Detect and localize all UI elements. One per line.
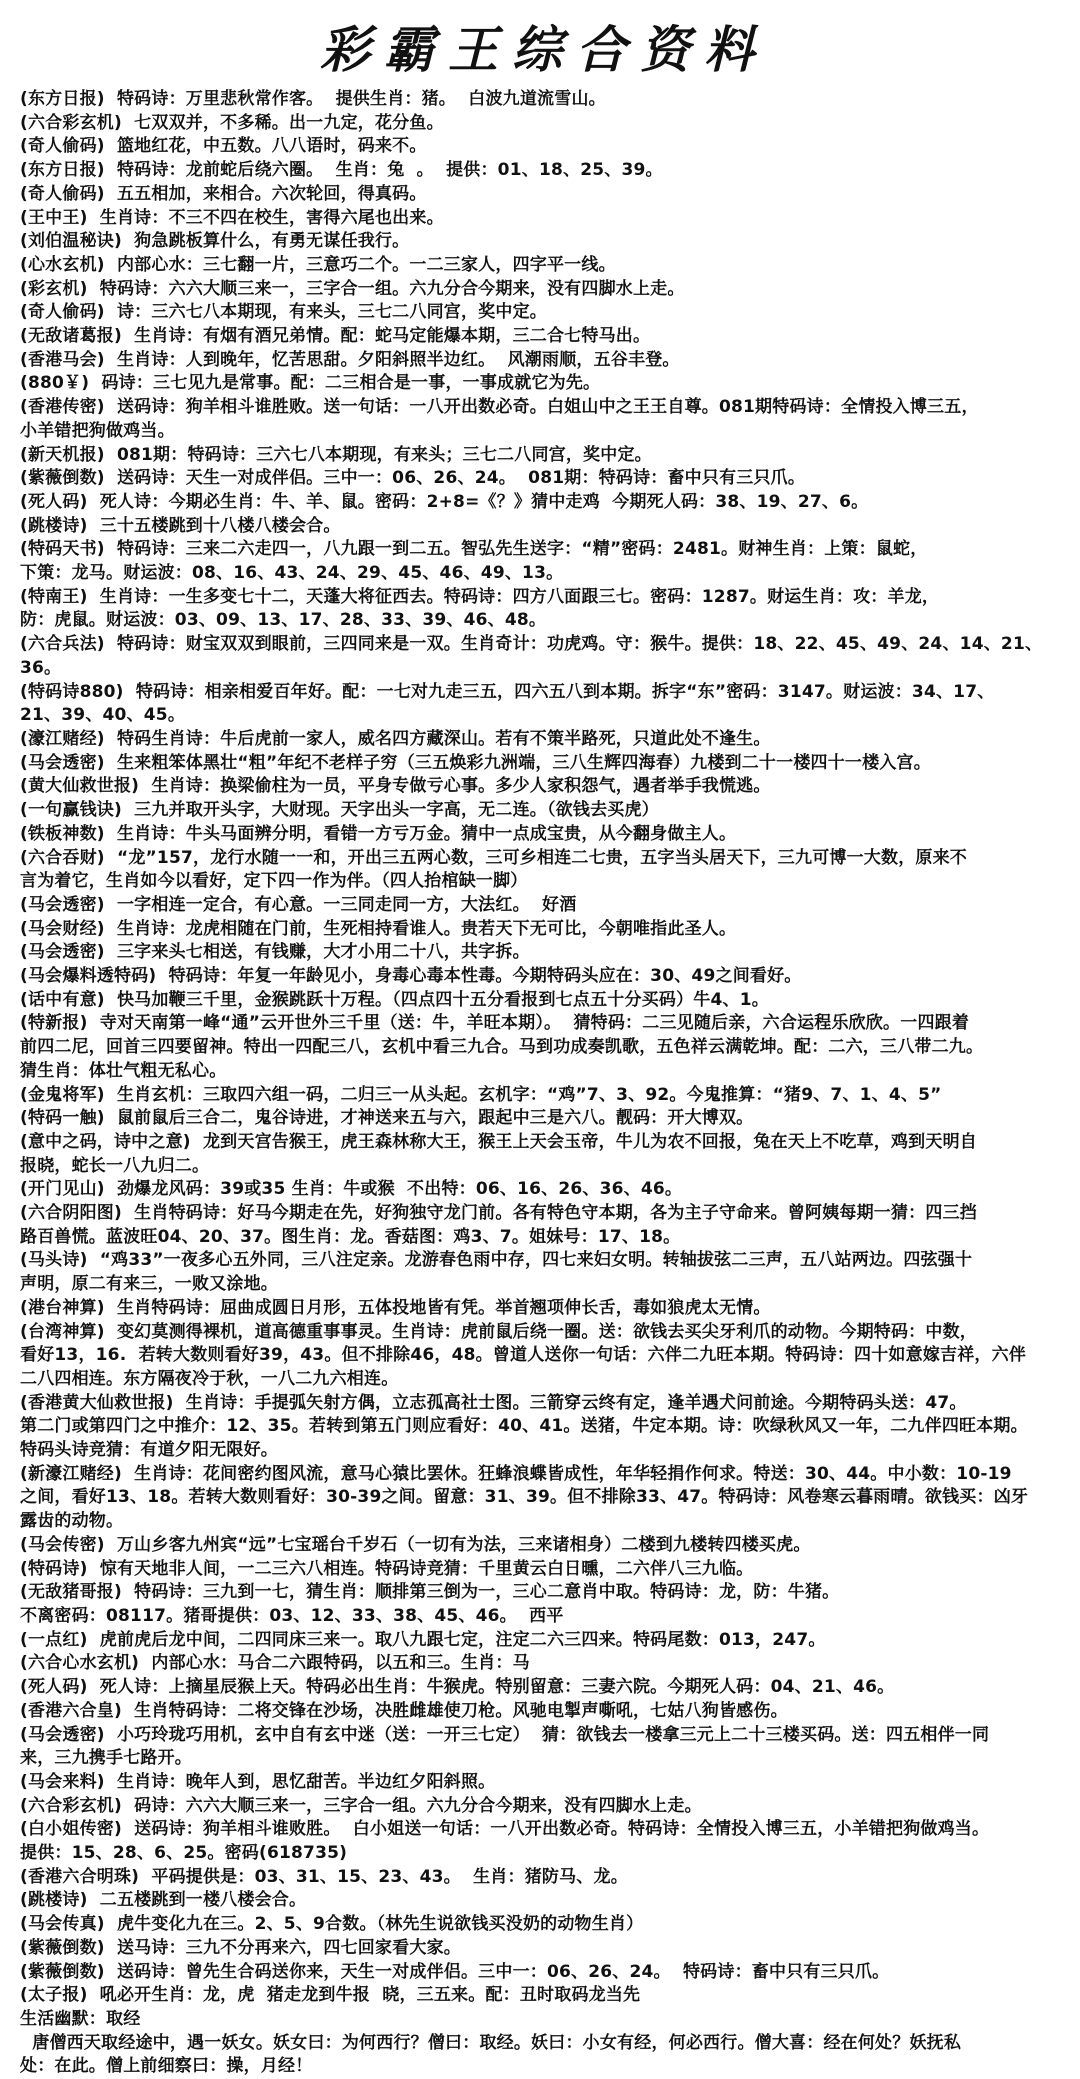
text-line: 处：在此。僧上前细察曰：操，月经！ (20, 2056, 313, 2077)
text-line: (马会财经) 生肖诗：龙虎相随在门前，生死相持看谁人。贵若天下无可比，今朝唯指此圣人。 (20, 918, 737, 939)
text-line: 看好13，16. 若转大数则看好39，43。但不排除46，48。曾道人送你一句话：六伴二九旺本期。特码诗：四十如意嫁吉祥，六伴 (20, 1345, 1027, 1366)
text-line: 生活幽默：取经 (20, 2008, 141, 2029)
text-line: (开门见山) 劲爆龙风码：39或35 生肖：牛或猴 不出特：06、16、26、36、46。 (20, 1179, 683, 1200)
content-lines (20, 88, 1068, 2079)
text-line: (六合兵法) 特码诗：财宝双双到眼前，三四同来是一双。生肖奇计：功虎鸡。守：猴牛。提供：18、22、45、49、24、14、21、 (20, 634, 1043, 655)
text-line: (特码诗) 惊有天地非人间，一二三六八相连。特码诗竞猜：千里黄云白日曛，二六伴八三九临。 (20, 1558, 754, 1579)
text-line: (马头诗) “鸡33”一夜多心五外同，三八注定亲。龙游春色雨中存，四七来妇女明。转轴拔弦二三声，五八站两边。四弦强十 (20, 1250, 973, 1271)
text-line: (跳楼诗) 三十五楼跳到十八楼八楼会合。 (20, 515, 341, 536)
text-line: 第二门或第四门之中推介：12、35。若转到第五门则应看好：40、41。送猪，牛定本期。诗：吹绿秋风又一年，二九伴四旺本期。 (20, 1416, 1028, 1437)
text-line: (六合彩玄机) 码诗：六六大顺三来一，三字合一组。六九分合今期来，没有四脚水上走。 (20, 1795, 702, 1816)
text-line: (心水玄机) 内部心水：三七翻一片，三意巧二个。一二三家人，四字平一线。 (20, 254, 616, 275)
text-line: (死人码) 死人诗：今期必生肖：牛、羊、鼠。密码：2+8=《？》猜中走鸡 今期死人码：38、19、27、6。 (20, 491, 869, 512)
text-line: (死人码) 死人诗：上摘星辰猴上天。特码必出生肖：牛猴虎。特别留意：三妻六院。今期死人码：04、21、46。 (20, 1677, 895, 1698)
text-line: (刘伯温秘诀) 狗急跳板算什么，有勇无谋任我行。 (20, 231, 410, 252)
text-line: (无敌猪哥报) 特码诗：三九到一七，猜生肖：顺排第三倒为一，三心二意肖中取。特码诗：龙，防：牛猪。 (20, 1582, 840, 1603)
text-line: 防：虎鼠。财运波：03、09、13、17、28、33、39、46、48。 (20, 610, 547, 631)
text-line: 声明，原二有来三，一败又涂地。 (20, 1274, 278, 1295)
text-line: (奇人偷码) 五五相加，来相合。六次轮回，得真码。 (20, 183, 427, 204)
text-line: (王中王) 生肖诗：不三不四在校生，害得六尾也出来。 (20, 207, 444, 228)
text-line: 36。 (20, 657, 62, 678)
text-line: (马会透密) 一字相连一定合，有心意。一三同走同一方，大法红。 好酒 (20, 894, 577, 915)
text-line: (东方日报) 特码诗：龙前蛇后绕六圈。 生肖：兔 。 提供：01、18、25、39。 (20, 160, 663, 181)
text-line: (铁板神数) 生肖诗：牛头马面辨分明，看错一方亏万金。猜中一点成宝贵，从今翻身做主人。 (20, 823, 737, 844)
text-line: (六合心水玄机) 内部心水：马合二六跟特码，以五和三。生肖：马 (20, 1653, 530, 1674)
text-line: 猜生肖：体壮气粗无私心。 (20, 1060, 227, 1081)
text-line: (无敌诸葛报) 生肖诗：有烟有酒兄弟情。配：蛇马定能爆本期，三二合七特马出。 (20, 326, 651, 347)
text-line: 不离密码：08117。猪哥提供：03、12、33、38、45、46。 西平 (20, 1606, 564, 1626)
text-line: 21、39、40、45。 (20, 705, 186, 726)
text-line: 露齿的动物。 (20, 1511, 124, 1532)
text-line: (台湾神算) 变幻莫测得裸机，道高德重事事灵。生肖诗：虎前鼠后绕一圈。送：欲钱去买尖牙利爪的动物。今期特码：中数， (20, 1321, 977, 1342)
page-title: 彩霸王综合资料 (320, 20, 768, 79)
text-line: 特码头诗竞猜：有道夕阳无限好。 (20, 1440, 278, 1461)
text-line: (跳楼诗) 二五楼跳到一楼八楼会合。 (20, 1890, 307, 1911)
text-line: 言为着它，生肖如今以看好，定下四一作为伴。（四人抬棺缺一脚） (20, 871, 528, 892)
text-line: 二八四相连。东方隔夜冷于秋，一八二九六相连。 (20, 1368, 399, 1389)
text-line: (一句赢钱诀) 三九并取开头字，大财现。天字出头一字高，无二连。（欲钱去买虎） (20, 800, 659, 821)
text-line: (马会来料) 生肖诗：晚年人到，思忆甜苦。半边红夕阳斜照。 (20, 1771, 496, 1792)
text-line: (香港传密) 送码诗：狗羊相斗谁胜败。送一句话：一八开出数必奇。白姐山中之王王自尊。081期特码诗：全情投入博三五， (20, 397, 979, 418)
text-line: (马会传密) 万山乡客九州宾“远”七宝瑶台千岁石（一切有为法，三来诸相身）二楼到九楼转四楼买虎。 (20, 1534, 811, 1555)
text-line: (港台神算) 生肖特码诗：屈曲成圆日月形，五体投地皆有凭。举首翘项伸长舌，毒如狼虎太无情。 (20, 1297, 771, 1318)
text-line: 下策：龙马。财运波：08、16、43、24、29、45、46、49、13。 (20, 563, 564, 584)
text-line: (东方日报) 特码诗：万里悲秋常作客。 提供生肖：猪。 白波九道流雪山。 (20, 89, 606, 109)
text-line: (马会爆料透特码) 特码诗：年复一年龄见小，身毒心毒本性毒。今期特码头应在：30、49之间看好。 (20, 966, 802, 987)
text-line: 之间，看好13、18。若转大数则看好：30-39之间。留意：31、39。但不排除33、47。特码诗：风卷寒云暮雨晴。欲钱买：凶牙 (20, 1487, 1029, 1508)
text-line: (特码诗880) 特码诗：相亲相爱百年好。配：一七对九走三五，四六五八到本期。拆字“东”密码：3147。财运波：34、17、 (20, 681, 995, 702)
text-line: (一点红) 虎前虎后龙中间，二四同床三来一。取八九跟七定，注定二六三四来。特码尾数：013，247。 (20, 1629, 826, 1650)
text-line: (奇人偷码) 诗：三六七八本期现，有来头，三七二八同宫，奖中定。 (20, 302, 547, 323)
text-line: (彩玄机) 特码诗：六六大顺三来一，三字合一组。六九分合今期来，没有四脚水上走。 (20, 278, 685, 299)
text-line: (新濠江赌经) 生肖诗：花间密约图风流，意马心猿比罢休。狂蜂浪蝶皆成性，年华轻捐作何求。特送：30、44。中小数：10-19 (20, 1463, 1012, 1484)
text-line: (白小姐传密) 送码诗：狗羊相斗谁败胜。 白小姐送一句话：一八开出数必奇。特码诗：全情投入博三五，小羊错把狗做鸡当。 (20, 1819, 990, 1840)
text-line: (太子报) 吼必开生肖：龙，虎 猪走龙到牛报 晓，三五来。配：丑时取码龙当先 (20, 1985, 641, 2006)
text-line: (马会传真) 虎牛变化九在三。2、5、9合数。（林先生说欲钱买没奶的动物生肖） (20, 1914, 644, 1935)
text-line: (六合彩玄机) 七双双并，不多稀。出一九定，花分鱼。 (20, 112, 444, 133)
text-line: 报晓，蛇长一八九归二。 (20, 1155, 210, 1176)
text-line: (香港六合明珠) 平码提供是：03、31、15、23、43。 生肖：猪防马、龙。 (20, 1866, 628, 1887)
text-line: (紫薇倒数) 送码诗：曾先生合码送你来，天生一对成伴侣。三中一：06、26、24。 特码诗：畜中只有三只爪。 (20, 1961, 890, 1982)
text-line: (新天机报) 081期：特码诗：三六七八本期现，有来头；三七二八同宫，奖中定。 (20, 444, 652, 465)
text-line: (香港马会) 生肖诗：人到晚年，忆苦思甜。夕阳斜照半边红。 风潮雨顺，五谷丰登。 (20, 349, 680, 370)
text-line: (意中之码，诗中之意) 龙到天宫告猴王，虎王森林称大王，猴王上天会玉帝，牛儿为农不回报，兔在天上不吃草，鸡到天明自 (20, 1131, 977, 1152)
text-line: (特码天书) 特码诗：三来二六走四一，八九跟一到二五。智弘先生送字：“精”密码：2481。财神生肖：上策：鼠蛇， (20, 539, 928, 560)
text-line: (马会透密) 三字来头七相送，有钱赚，大才小用二十八，共字拆。 (20, 942, 530, 963)
text-line: (金鬼将军) 生肖玄机：三取四六组一码，二归三一从头起。玄机字：“鸡”7、3、92。今鬼推算：“猪9、7、1、4、5” (20, 1084, 942, 1105)
text-line: (特南王) 生肖诗：一生多变七十二，天蓬大将征西去。特码诗：四方八面跟三七。密码：1287。财运生肖：攻：羊龙， (20, 586, 940, 607)
text-line: 小羊错把狗做鸡当。 (20, 420, 175, 441)
text-line: (奇人偷码) 篮地红花，中五数。八八语时，码来不。 (20, 136, 427, 157)
text-line: (话中有意) 快马加鞭三千里，金猴跳跃十万程。（四点四十五分看报到七点五十分买码）牛4、1。 (20, 989, 769, 1010)
text-line: (特新报) 寺对天南第一峰“通”云开世外三千里（送：牛，羊旺本期）。 猜特码：二三见随后亲，六合运程乐欣欣。一四跟着 (20, 1013, 970, 1034)
text-line: 唐僧西天取经途中，遇一妖女。妖女曰：为何西行？僧曰：取经。妖曰：小女有经，何必西行。僧大喜：经在何处？妖抚私 (20, 2032, 962, 2053)
text-line: 路百兽慌。蓝波旺04、20、37。图生肖：龙。香菇图：鸡3、7。姐妹号：17、18。 (20, 1226, 681, 1247)
text-line: (马会透密) 生来粗笨体黑壮“粗”年纪不老样子穷（三五焕彩九洲端，三八生辉四海春）九楼到二十一楼四十一楼入宫。 (20, 752, 931, 773)
text-line: (紫薇倒数) 送马诗：三九不分再来六，四七回家看大家。 (20, 1937, 461, 1958)
text-line: (紫薇倒数) 送码诗：天生一对成伴侣。三中一：06、26、24。 081期：特码诗：畜中只有三只爪。 (20, 468, 806, 489)
text-line: (特码一触) 鼠前鼠后三合二，鬼谷诗进，才神送来五与六，跟起中三是六八。靓码：开大博双。 (20, 1108, 754, 1129)
text-line: (马会透密) 小巧玲珑巧用机，玄中自有玄中迷（送：一开三七定） 猜：欲钱去一楼拿三元上二十三楼买码。送：四五相伴一同 (20, 1724, 990, 1745)
text-line: (黄大仙救世报) 生肖诗：换梁偷柱为一员，平身专做亏心事。多少人家积怨气，遇者举手我慌逃。 (20, 776, 771, 797)
text-line: (六合阴阳图) 生肖特码诗：好马今期走在先，好狗独守龙门前。各有特色守本期，各为主子守命来。曾阿姨每期一猜：四三挡 (20, 1203, 977, 1224)
text-line: (880￥) 码诗：三七见九是常事。配：二三相合是一事，一事成就它为先。 (20, 373, 601, 394)
text-line: 前四二尼，回首三四要留神。特出一四配三八，玄机中看三九合。马到功成奏凯歌，五色祥云满乾坤。配：二六，三八带二九。 (20, 1037, 984, 1058)
text-line: (香港六合皇) 生肖特码诗：二将交锋在沙场，决胜雌雄使刀枪。风驰电掣声嘶吼，七姑八狗皆感伤。 (20, 1700, 788, 1721)
text-line: 提供：15、28、6、25。密码(618735) (20, 1843, 348, 1864)
text-line: 来，三九携手七路开。 (20, 1748, 192, 1769)
text-line: (六合吞财) “龙”157，龙行水随一一和，开出三五两心数，三可乡相连二七贵，五字当头居天下，三九可博一大数，原来不 (20, 847, 968, 868)
text-line: (濠江赌经) 特码生肖诗：牛后虎前一家人，威名四方藏深山。若有不策半路死，只道此处不逢生。 (20, 728, 771, 749)
text-line: (香港黄大仙救世报) 生肖诗：手提弧矢射方偶，立志孤高社士图。三箭穿云终有定，逢羊遇犬问前途。今期特码头送：47。 (20, 1392, 967, 1413)
